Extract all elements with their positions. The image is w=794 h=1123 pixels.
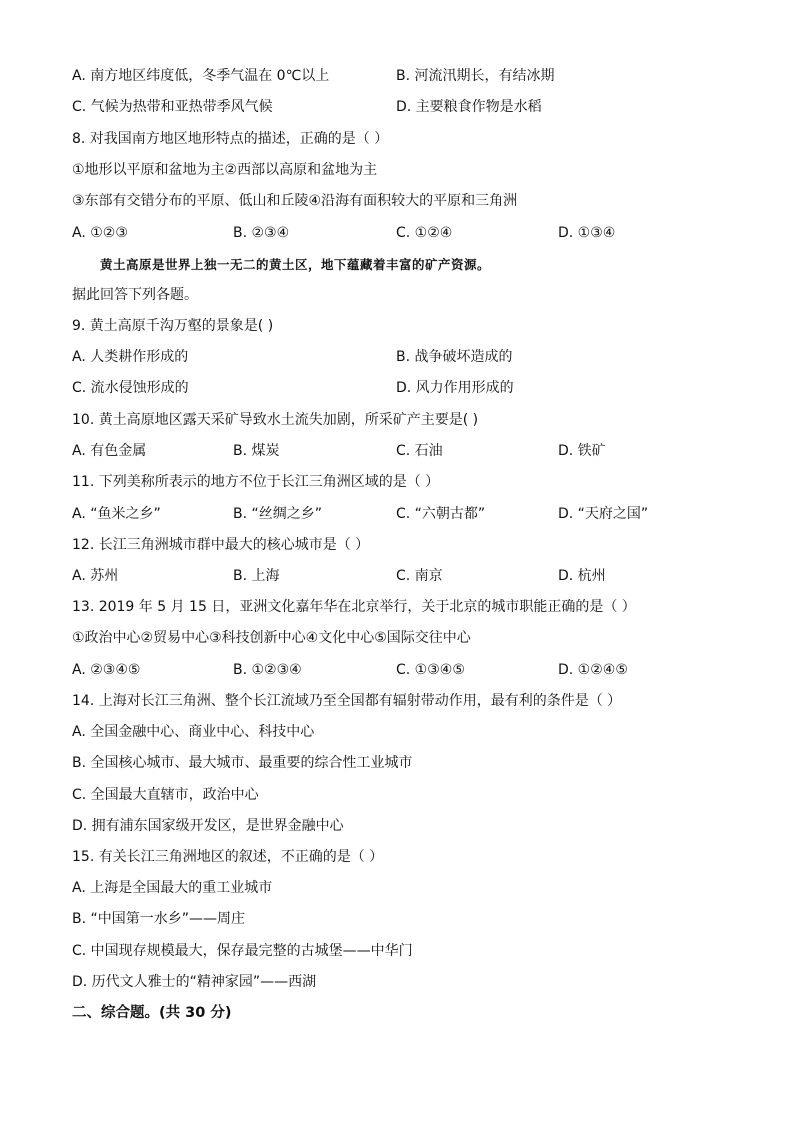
q8-option-c: C. ①②④ bbox=[396, 225, 453, 241]
q8-statement-1: ①地形以平原和盆地为主②西部以高原和盆地为主 bbox=[72, 162, 378, 178]
q7-option-c: C. 气候为热带和亚热带季风气候 bbox=[72, 99, 273, 115]
q10-option-c: C. 石油 bbox=[396, 443, 443, 459]
q11-option-d: D. “天府之国” bbox=[558, 506, 649, 522]
q13-option-b: B. ①②③④ bbox=[233, 662, 302, 678]
section-heading: 二、综合题。(共 30 分) bbox=[72, 1005, 232, 1021]
passage-instruction: 据此回答下列各题。 bbox=[72, 287, 198, 303]
q12-stem: 12. 长江三角洲城市群中最大的核心城市是（ ） bbox=[72, 537, 370, 553]
q15-option-d: D. 历代文人雅士的“精神家园”——西湖 bbox=[72, 974, 317, 990]
q11-stem: 11. 下列美称所表示的地方不位于长江三角洲区域的是（ ） bbox=[72, 474, 440, 490]
q9-option-c: C. 流水侵蚀形成的 bbox=[72, 380, 189, 396]
q8-option-a: A. ①②③ bbox=[72, 225, 128, 241]
q14-option-b: B. 全国核心城市、最大城市、最重要的综合性工业城市 bbox=[72, 755, 413, 771]
q12-option-d: D. 杭州 bbox=[558, 568, 606, 584]
q7-option-a: A. 南方地区纬度低，冬季气温在 0℃以上 bbox=[72, 68, 330, 84]
q14-option-d: D. 拥有浦东国家级开发区，是世界金融中心 bbox=[72, 818, 344, 834]
q11-option-c: C. “六朝古都” bbox=[396, 506, 486, 522]
q8-option-d: D. ①③④ bbox=[558, 225, 616, 241]
q13-statement: ①政治中心②贸易中心③科技创新中心④文化中心⑤国际交往中心 bbox=[72, 630, 471, 646]
q15-option-a: A. 上海是全国最大的重工业城市 bbox=[72, 880, 273, 896]
q10-stem: 10. 黄土高原地区露天采矿导致水土流失加剧，所采矿产主要是( ) bbox=[72, 412, 479, 428]
q15-stem: 15. 有关长江三角洲地区的叙述，不正确的是（ ） bbox=[72, 849, 384, 865]
q10-option-b: B. 煤炭 bbox=[233, 443, 280, 459]
q9-option-d: D. 风力作用形成的 bbox=[396, 380, 514, 396]
q9-stem: 9. 黄土高原千沟万壑的景象是( ) bbox=[72, 318, 274, 334]
q12-option-c: C. 南京 bbox=[396, 568, 443, 584]
q14-option-c: C. 全国最大直辖市，政治中心 bbox=[72, 787, 259, 803]
q15-option-c: C. 中国现存规模最大，保存最完整的古城堡——中华门 bbox=[72, 943, 413, 959]
q8-option-b: B. ②③④ bbox=[233, 225, 290, 241]
q11-option-a: A. “鱼米之乡” bbox=[72, 506, 161, 522]
q12-option-a: A. 苏州 bbox=[72, 568, 119, 584]
q9-option-a: A. 人类耕作形成的 bbox=[72, 349, 189, 365]
q9-option-b: B. 战争破坏造成的 bbox=[396, 349, 513, 365]
q7-option-d: D. 主要粮食作物是水稻 bbox=[396, 99, 542, 115]
q11-option-b: B. “丝绸之乡” bbox=[233, 506, 323, 522]
q14-stem: 14. 上海对长江三角洲、整个长江流域乃至全国都有辐射带动作用，最有利的条件是（ ） bbox=[72, 693, 622, 709]
q8-statement-2: ③东部有交错分布的平原、低山和丘陵④沿海有面积较大的平原和三角洲 bbox=[72, 193, 518, 209]
q8-stem: 8. 对我国南方地区地形特点的描述，正确的是（ ） bbox=[72, 131, 389, 147]
passage-text: 黄土高原是世界上独一无二的黄土区，地下蕴藏着丰富的矿产资源。 bbox=[100, 257, 491, 272]
q7-option-b: B. 河流汛期长，有结冰期 bbox=[396, 68, 555, 84]
q14-option-a: A. 全国金融中心、商业中心、科技中心 bbox=[72, 724, 315, 740]
q13-stem: 13. 2019 年 5 月 15 日，亚洲文化嘉年华在北京举行，关于北京的城市职能正确的是（ ） bbox=[72, 599, 636, 615]
q10-option-d: D. 铁矿 bbox=[558, 443, 606, 459]
q13-option-d: D. ①②④⑤ bbox=[558, 662, 628, 678]
q13-option-a: A. ②③④⑤ bbox=[72, 662, 141, 678]
q12-option-b: B. 上海 bbox=[233, 568, 280, 584]
q10-option-a: A. 有色金属 bbox=[72, 443, 147, 459]
q15-option-b: B. “中国第一水乡”——周庄 bbox=[72, 911, 246, 927]
q13-option-c: C. ①③④⑤ bbox=[396, 662, 465, 678]
